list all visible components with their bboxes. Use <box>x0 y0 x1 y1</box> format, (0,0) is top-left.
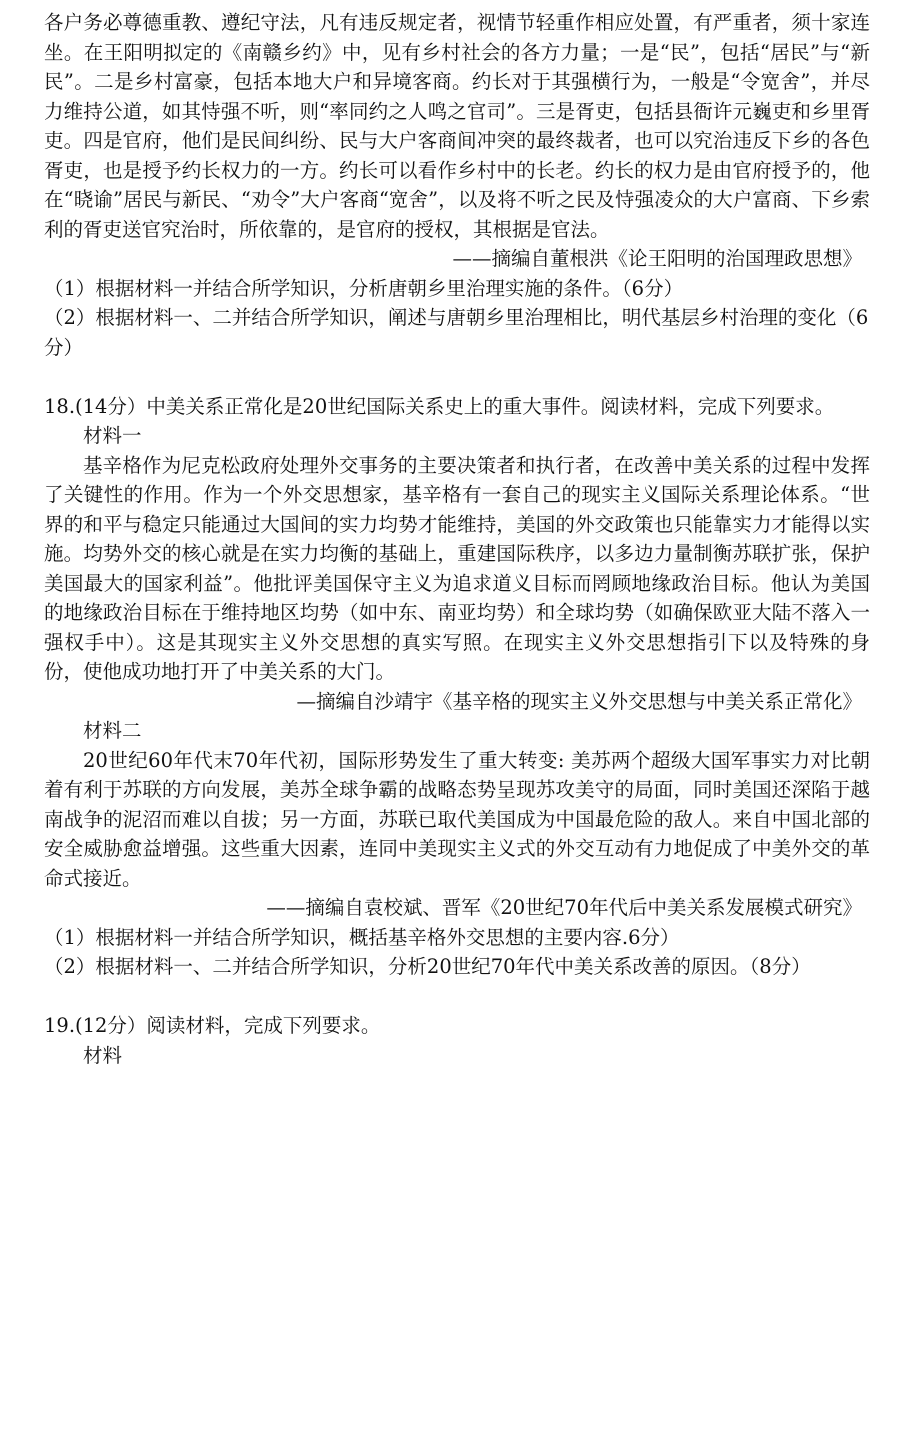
source-citation: ——摘编自董根洪《论王阳明的治国理政思想》 <box>452 247 862 270</box>
question-17-1: （1）根据材料一并结合所学知识，分析唐朝乡里治理实施的条件。（6分） <box>44 276 684 300</box>
material-1-text: 基辛格作为尼克松政府处理外交事务的主要决策者和执行者，在改善中美关系的过程中发挥了关键性的作用。作为一个外交思想家，基辛格有一套自己的现实主义国际关系理论体系。“世界的和平与稳定只能通过大国间的实力均势才能维持，美国的外交政策也只能靠实力才能得以实施。均势外交的核心就是在实力均衡的基础上，重建国际秩序，以多边力量制衡苏联扩张，保护美国最大的国家利益”。他批评美国保守主义为追求道义目标而罔顾地缘政治目标。他认为美国的地缘政治目标在于维持地区均势（如中东、南亚均势）和全球均势（如确保欧亚大陆不落入一强权手中）。这是其现实主义外交思想的真实写照。在现实主义外交思想指引下以及特殊的身份，使他成功地打开了中美关系的大门。 <box>44 453 870 683</box>
question-18-2: （2）根据材料一、二并结合所学知识，分析20世纪70年代中美关系改善的原因。（8分） <box>44 955 811 978</box>
question-18-1: （1）根据材料一并结合所学知识，概括基辛格外交思想的主要内容.6分） <box>44 925 680 949</box>
material-2-text: 20世纪60年代末70年代初，国际形势发生了重大转变: 美苏两个超级大国军事实力对比朝着有利于苏联的方向发展，美苏全球争霸的战略态势呈现苏攻美守的局面，同时美国还深陷于越南战争的泥沼而难以自拔；另一方面，苏联已取代美国成为中国最危险的敌人。来自中国北部的安全威胁愈益增强。这些重大因素，连同中美现实主义式的外交互动有力地促成了中美外交的革命式接近。 <box>44 748 870 890</box>
material-2-label: 材料二 <box>83 719 142 742</box>
question-17-2: （2）根据材料一、二并结合所学知识，阐述与唐朝乡里治理相比，明代基层乡村治理的变化（6分） <box>44 306 869 359</box>
source-citation: —摘编自沙靖宇《基辛格的现实主义外交思想与中美关系正常化》 <box>296 689 862 713</box>
material-label: 材料 <box>83 1043 123 1067</box>
material-text-continued: 各户务必尊德重教、遵纪守法，凡有违反规定者，视情节轻重作相应处置，有严重者，须十家连坐。在王阳明拟定的《南赣乡约》中，见有乡村社会的各方力量；一是“民”，包括“居民”与“新民”。二是乡村富豪，包括本地大户和异境客商。约长对于其强横行为，一般是“令宽舍”，并尽力维持公道，如其恃强不听，则“率同约之人鸣之官司”。三是胥吏，包括县衙许元巍吏和乡里胥吏。四是官府，他们是民间纠纷、民与大户客商间冲突的最终裁者，也可以究治违反下乡的各色胥吏，也是授予约长权力的一方。约长可以看作乡村中的长老。约长的权力是由官府授予的，他在“晓谕”居民与新民、“劝令”大户客商“宽舍”，以及将不听之民及恃强凌众的大户富商、下乡索利的胥吏送官究治时，所依靠的，是官府的授权，其根据是官法。 <box>44 11 870 241</box>
question-18-heading: 18.(14分）中美关系正常化是20世纪国际关系史上的重大事件。阅读材料，完成下列要求。 <box>44 394 835 418</box>
spacer <box>44 362 870 392</box>
question-19-heading: 19.(12分）阅读材料，完成下列要求。 <box>44 1014 381 1037</box>
source-citation: ——摘编自袁校斌、晋军《20世纪70年代后中美关系发展模式研究》 <box>266 896 862 919</box>
material-1-label: 材料一 <box>83 424 142 447</box>
exam-page <box>44 8 870 1070</box>
spacer <box>44 982 870 1012</box>
